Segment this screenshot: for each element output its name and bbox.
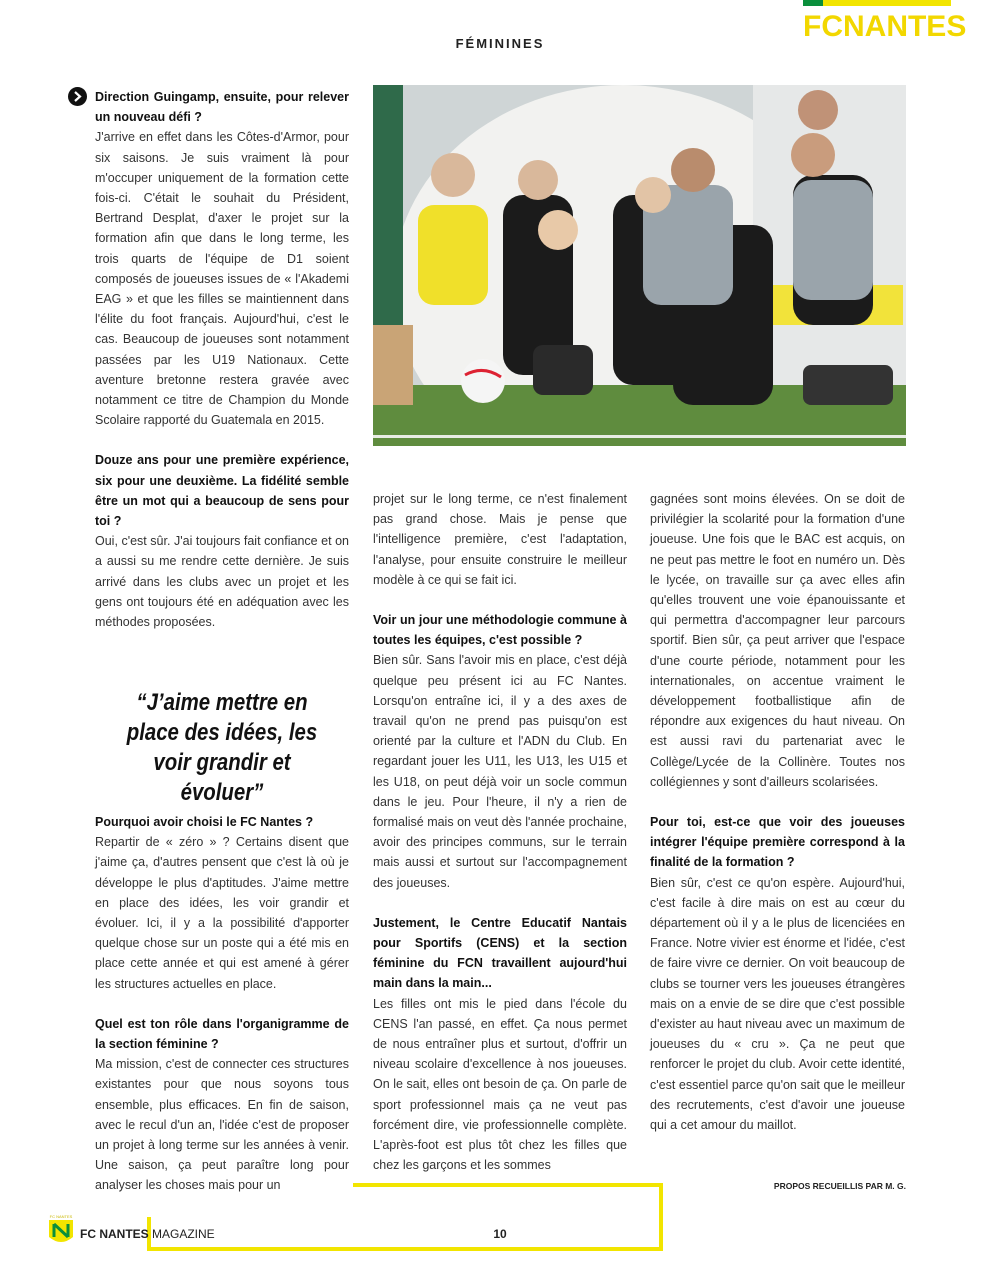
article-column-1 xyxy=(95,87,349,632)
chevron-right-icon xyxy=(68,87,87,106)
interview-credit: PROPOS RECUEILLIS PAR M. G. xyxy=(773,1181,906,1191)
answer-cens: Les filles ont mis le pied dans l'école du CENS l'an passé, en effet. Ça nous permet de nous entraîner plus et surtout, d'offrir un niveau scolaire d'excellence à nos joueuses. On le sait, elles ont besoin de ça. On parle de sport professionnel mais ça ne veut pas forcément dire, vie professionnelle complète. L'après-foot est plus tôt chez les filles que chez les garçons et les sommes xyxy=(373,996,627,1173)
answer-pourquoi-nantes: Repartir de « zéro » ? Certains disent que j'aime ça, d'autres pensent que c'est là où je développe le plus d'aptitudes. J'aime mettre en place des idées, les voir grandir et évoluer. Ici, il y a la possibilité d'apporter quelque chose sur un poste qui a été mis en place cette année et qui est amené à gérer les structures actuelles en place. xyxy=(95,835,349,991)
answer-role: Ma mission, c'est de connecter ces structures existantes pour que nous soyons tous ensemble, plus efficaces. En fin de saison, avec le recul d'un an, l'idée c'est de proposer un projet à long terme sur les années à venir. Une saison, ça peut paraître long pour analyser les choses mais pour un xyxy=(95,1057,349,1193)
brand-logo-text: FCNANTES xyxy=(803,10,967,43)
question-role: Quel est ton rôle dans l'organigramme de la section féminine ? xyxy=(95,1016,349,1052)
footer-brand: FC NANTES xyxy=(80,1227,149,1241)
question-equipe-premiere: Pour toi, est-ce que voir des joueuses intégrer l'équipe première correspond à la finalité de la formation ? xyxy=(650,815,905,870)
team-bench-photo xyxy=(373,85,906,446)
top-color-bar xyxy=(803,0,951,6)
answer-guingamp: J'arrive en effet dans les Côtes-d'Armor, pour six saisons. Je suis vraiment là pour m'occuper uniquement de la formation cette fois-ci. C'était le souhait du Président, Bertrand Desplat, d'axer le projet sur la formation afin que dans le long terme, les trois quarts de l'équipe de D1 soient composés de joueuses issues de « l'Akademi EAG » et que les filles se maintiennent dans l'élite du foot français. Aujourd'hui, c'est le cas. Beaucoup de joueuses sont notamment passées par les U19 Nationaux. Cette aventure bretonne restera gravée avec notamment ce titre de Champion du Monde Scolaire rapporté du Guatemala en 2015. xyxy=(95,130,349,428)
question-cens: Justement, le Centre Educatif Nantais pour Sportifs (CENS) et la section féminine du FCN travaillent aujourd'hui main dans la main... xyxy=(373,915,627,991)
pull-quote: “J’aime mettre en place des idées, les voir grandir et évoluer” xyxy=(126,689,318,806)
answer-continuation: projet sur le long terme, ce n'est finalement pas grand chose. Mais je pense que l'intelligence première, c'est l'adaptation, l'analyse, pour ensuite construire le meilleur modèle à ce qui se fait ici. xyxy=(373,492,627,587)
answer-methodologie: Bien sûr. Sans l'avoir mis en place, c'est déjà quelque peu présent ici au FC Nantes. Lorsqu'on entraîne ici, il y a des axes de travail qu'on ne prend pas puisqu'on est orienté par la culture et l'ADN du Club. En regardant jouer les U11, les U13, les U15 et les U18, on peut déjà voir un socle commun dans le jeu. Pour l'heure, il n'y a rien de formalisé mais on veut dès l'année prochaine, avoir des principes communs, sur le terrain mais aussi et surtout sur l'accompagnement des joueuses. xyxy=(373,653,627,890)
question-fidelite: Douze ans pour une première expérience, six pour une deuxième. La fidélité semble être un mot qui a beaucoup de sens pour toi ? xyxy=(95,453,349,529)
footer-frame-top xyxy=(353,1183,663,1187)
section-title: FÉMININES xyxy=(455,36,545,51)
page-number: 10 xyxy=(493,1227,507,1241)
answer-scolarite: gagnées sont moins élevées. On se doit de privilégier la scolarité pour la formation d'une joueuse. Une fois que le BAC est acquis, on ne peut pas mettre le foot en numéro un. Dès le lycée, on travaille sur ça avec elles afin qu'elles trouvent une voie épanouissante et qui permettra d'accompagner leur parcours sportif. Bien sûr, ça peut arriver que l'espace d'une courte période, notamment pour les internationales, on accentue vraiment le développement footballistique afin de répondre aux exigences du haut niveau. On est aussi ravi du partenariat avec le Collège/Lycée de la Collinère. Toutes nos collégiennes y sont d'ailleurs scolarisées. xyxy=(650,492,905,789)
question-pourquoi-nantes: Pourquoi avoir choisi le FC Nantes ? xyxy=(95,815,314,829)
article-column-2 xyxy=(373,489,627,1176)
footer-magazine: MAGAZINE xyxy=(152,1227,215,1241)
article-column-3 xyxy=(650,489,905,1135)
answer-fidelite: Oui, c'est sûr. J'ai toujours fait confiance et on a aussi su me rendre cette dernière. Je suis arrivé dans les clubs avec un projet et les gens ont toujours été en adéquation avec les méthodes proposées. xyxy=(95,534,349,630)
article-column-1-lower xyxy=(95,812,349,1196)
answer-equipe-premiere: Bien sûr, c'est ce qu'on espère. Aujourd'hui, c'est facile à dire mais on est au cœur du département où il y a le plus de licenciées en France. Notre vivier est énorme et l'idée, c'est de faire vivre ce dernier. On voit beaucoup de clubs se tourner vers les joueuses étrangères mais on a envie de se dire que c'est possible d'exister au haut niveau avec un maximum de joueuses du « cru ». Ça ne peut que renforcer le projet du club. Avoir cette identité, c'est essentiel parce qu'on sait que le meilleur des recrutements, c'est d'avoir une joueuse qui a cet amour du maillot. xyxy=(650,875,905,1133)
footer-frame-bottom xyxy=(147,1247,663,1251)
question-methodologie: Voir un jour une méthodologie commune à toutes les équipes, c'est possible ? xyxy=(373,613,627,648)
question-guingamp: Direction Guingamp, ensuite, pour relever un nouveau défi ? xyxy=(95,90,349,125)
crest-label: FC NANTES xyxy=(49,1214,73,1219)
